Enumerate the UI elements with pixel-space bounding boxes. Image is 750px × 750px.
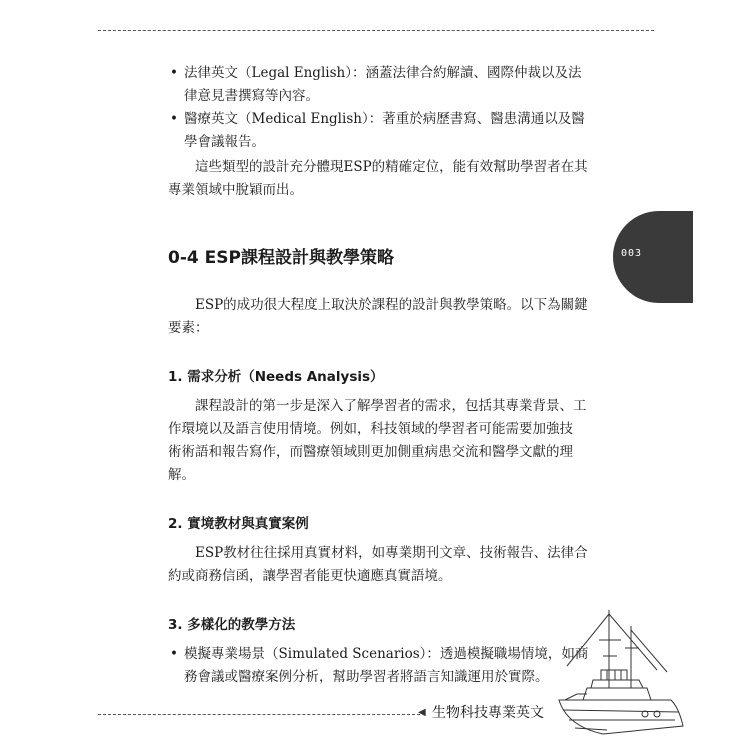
- paragraph-line: 要素：: [168, 320, 209, 336]
- top-dashed-rule: [98, 30, 654, 31]
- bullet-medical-english: [168, 108, 598, 154]
- item-heading-needs-analysis: 1. 需求分析（Needs Analysis）: [168, 369, 384, 385]
- item-heading-authentic-materials: 2. 實境教材與真實案例: [168, 516, 309, 532]
- summary-paragraph: [168, 156, 598, 202]
- bullet-line: 法律英文（Legal English）：涵蓋法律合約解讀、國際仲裁以及法: [184, 65, 582, 81]
- section-intro: [168, 294, 598, 340]
- section-title: 0-4 ESP課程設計與教學策略: [168, 248, 394, 268]
- bullet-line: 務會議或醫療案例分析，幫助學習者將語言知識運用於實際。: [184, 669, 549, 685]
- ship-illustration: [547, 608, 689, 750]
- item-heading-teaching-methods: 3. 多樣化的教學方法: [168, 617, 296, 633]
- bullet-line: 醫療英文（Medical English）：著重於病歷書寫、醫患溝通以及醫: [184, 111, 585, 127]
- bullet-line: 律意見書撰寫等內容。: [184, 88, 319, 104]
- bullet-line: 學會議報告。: [184, 134, 265, 150]
- item-body-authentic-materials: [168, 542, 598, 588]
- footer-book-title: 生物科技專業英文: [432, 705, 544, 721]
- paragraph-line: 解。: [168, 467, 195, 483]
- item-body-needs-analysis: [168, 395, 598, 487]
- page-number: 003: [621, 248, 643, 259]
- paragraph-line: 專業領域中脫穎而出。: [168, 182, 303, 198]
- page-number-tab: [613, 211, 693, 303]
- bullet-legal-english: [168, 62, 598, 108]
- paragraph-line: 約或商務信函，讓學習者能更快適應真實語境。: [168, 568, 452, 584]
- paragraph-line: 術術語和報告寫作，而醫療領域則更加側重病患交流和醫學文獻的理: [168, 444, 573, 460]
- bottom-dashed-rule: [98, 714, 420, 715]
- paragraph-line: 課程設計的第一步是深入了解學習者的需求，包括其專業背景、工: [195, 398, 587, 414]
- paragraph-line: 作環境以及語言使用情境。例如，科技領域的學習者可能需要加強技: [168, 421, 573, 437]
- paragraph-line: 這些類型的設計充分體現ESP的精確定位，能有效幫助學習者在其: [195, 159, 588, 175]
- paragraph-line: ESP的成功很大程度上取決於課程的設計與教學策略。以下為關鍵: [195, 297, 588, 313]
- bullet-marker: •: [170, 65, 178, 81]
- bullet-marker: •: [170, 111, 178, 127]
- arrow-right-icon: ◀: [418, 707, 426, 718]
- bullet-marker: •: [170, 646, 178, 662]
- paragraph-line: ESP教材往往採用真實材料，如專業期刊文章、技術報告、法律合: [195, 545, 588, 561]
- bullet-line: 模擬專業場景（Simulated Scenarios）：透過模擬職場情境，如商: [184, 646, 589, 662]
- bullet-simulated-scenarios: [168, 643, 598, 689]
- page-content: [168, 62, 598, 689]
